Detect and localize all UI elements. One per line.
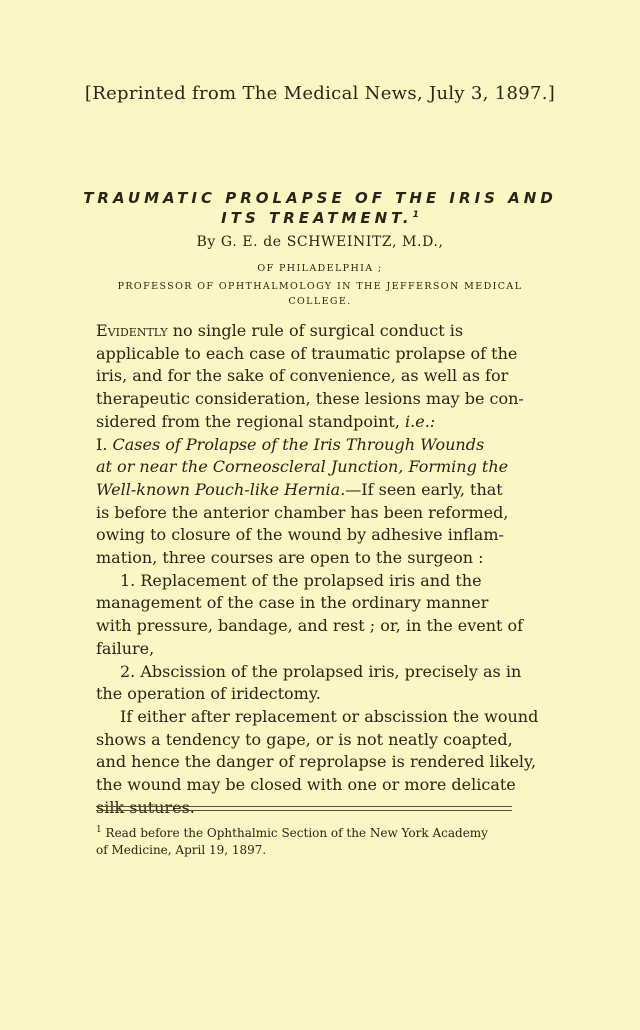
footnote-reference: 1 bbox=[412, 210, 419, 220]
body-line: and hence the danger of reprolapse is rendered likely, bbox=[96, 752, 537, 772]
section-heading-line bbox=[96, 434, 512, 457]
section-number: I. bbox=[96, 434, 113, 454]
body-line: owing to closure of the wound by adhesive inflam- bbox=[96, 525, 504, 545]
body-line: is before the anterior chamber has been reformed, bbox=[96, 502, 509, 522]
body-line: silk sutures. bbox=[96, 797, 195, 817]
affiliation-line-1: OF PHILADELPHIA ; bbox=[257, 263, 383, 274]
footnote-line: of Medicine, April 19, 1897. bbox=[96, 843, 267, 857]
list-item-line: 1. Replacement of the prolapsed iris and the bbox=[120, 570, 482, 590]
body-line bbox=[96, 411, 512, 434]
affiliation-line-3: COLLEGE. bbox=[288, 296, 352, 307]
article-title-line-2 bbox=[0, 209, 640, 227]
body-line: iris, and for the sake of convenience, as well as for bbox=[96, 366, 509, 386]
body-text: —If seen early, that bbox=[345, 479, 503, 499]
body-line: shows a tendency to gape, or is not neatly coapted, bbox=[96, 729, 513, 749]
body-line: the wound may be closed with one or more delicate bbox=[96, 775, 516, 795]
section-heading: Well-known Pouch-like Hernia. bbox=[96, 479, 346, 499]
body-text: sidered from the regional standpoint, bbox=[96, 411, 406, 431]
article-title-text: ITS TREATMENT. bbox=[221, 209, 413, 227]
body-line: the operation of iridectomy. bbox=[96, 684, 321, 704]
footnote-text: Read before the Ophthalmic Section of the New York Academy bbox=[101, 826, 488, 840]
footnote-line bbox=[96, 822, 526, 842]
body-line: failure, bbox=[96, 638, 155, 658]
body-line bbox=[96, 320, 512, 343]
body-text: no single rule of surgical conduct is bbox=[167, 321, 464, 340]
body-line bbox=[96, 479, 512, 502]
article-title-line-1: TRAUMATIC PROLAPSE OF THE IRIS AND bbox=[83, 189, 557, 207]
affiliation-line-2: PROFESSOR OF OPHTHALMOLOGY IN THE JEFFERSON MEDICAL bbox=[117, 281, 523, 292]
body-line: applicable to each case of traumatic prolapse of the bbox=[96, 343, 518, 363]
footnote-divider bbox=[96, 810, 512, 811]
section-heading: Cases of Prolapse of the Iris Through Wounds bbox=[112, 434, 485, 454]
body-line: with pressure, bandage, and rest ; or, in the event of bbox=[96, 616, 524, 636]
paragraph-lead-word: Evidently bbox=[96, 321, 168, 340]
body-line: management of the case in the ordinary manner bbox=[96, 593, 489, 613]
author-line: By G. E. de SCHWEINITZ, M.D., bbox=[196, 234, 444, 250]
footnote-marker: 1 bbox=[96, 825, 102, 835]
article-body bbox=[96, 320, 539, 819]
body-italic: i.e.: bbox=[405, 411, 436, 431]
body-line: mation, three courses are open to the surgeon : bbox=[96, 548, 484, 568]
reprint-header: [Reprinted from The Medical News, July 3, 1897.] bbox=[84, 83, 556, 104]
list-item-line: 2. Abscission of the prolapsed iris, precisely as in bbox=[120, 661, 522, 681]
body-line: If either after replacement or abscission the wound bbox=[120, 706, 539, 726]
footnote bbox=[96, 822, 526, 859]
section-heading-line: at or near the Corneoscleral Junction, Forming the bbox=[96, 457, 509, 477]
footnote-divider bbox=[96, 806, 512, 807]
body-line: therapeutic consideration, these lesions may be con- bbox=[96, 389, 524, 409]
